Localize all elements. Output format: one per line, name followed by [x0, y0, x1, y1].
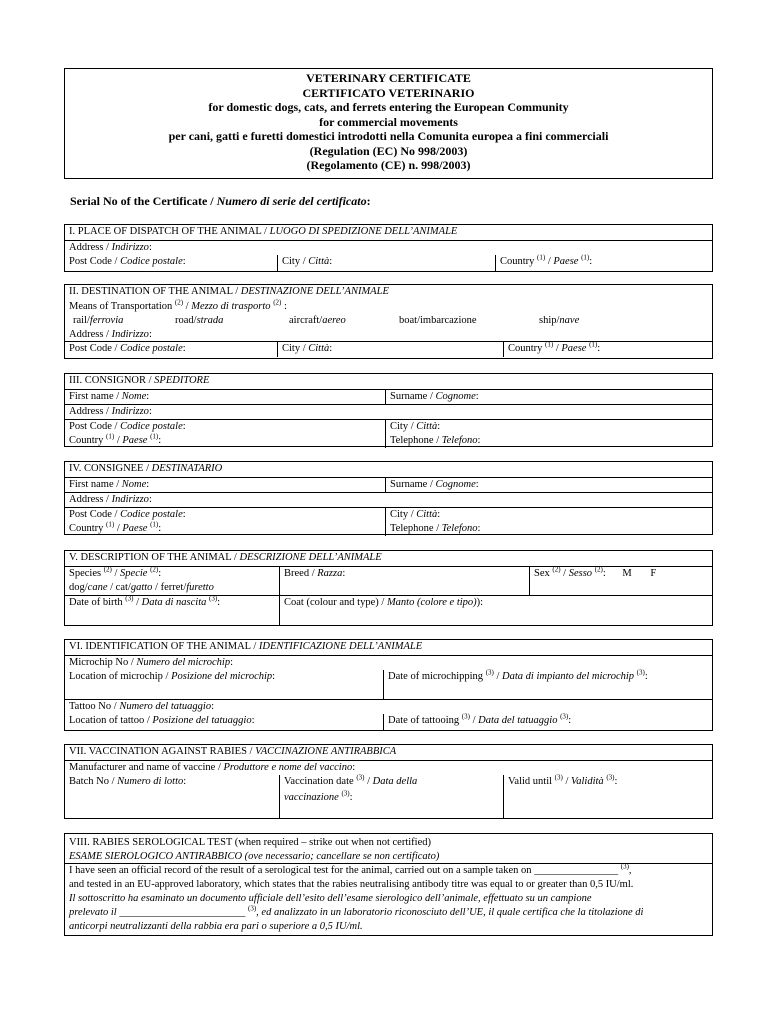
sex-field[interactable]: Sex $^{(2)}$ / Sesso $^{(2)}$: M F	[529, 567, 711, 595]
certificate-header	[64, 68, 713, 179]
section-serological-test	[64, 833, 713, 936]
tattoo-location-field[interactable]: Location of tattoo / Posizione del tatuaggio:	[69, 715, 255, 726]
breed-field[interactable]: Breed / Razza:	[279, 567, 529, 595]
section-2-title: II. DESTINATION OF THE ANIMAL / DESTINAZIONE DELL’ANIMALE	[69, 286, 389, 297]
serology-statement-en-2: and tested in an EU-approved laboratory, which states that the rabies neutralising antibody titre was equal to or greater than 0,5 IU/ml.	[69, 879, 634, 890]
vaccine-manufacturer-field[interactable]: Manufacturer and name of vaccine / Produttore e nome del vaccino:	[69, 762, 356, 773]
consignee-telephone-field[interactable]: Telephone / Telefono:	[390, 523, 481, 534]
species-cell	[65, 567, 279, 595]
section-1-title: I. PLACE OF DISPATCH OF THE ANIMAL / LUOGO DI SPEDIZIONE DELL’ANIMALE	[69, 226, 458, 237]
section-destination	[64, 284, 713, 359]
microchip-date-field[interactable]: Date of microchipping $^{(3)}$ / Data di impianto del microchip $^{(3)}$:	[383, 670, 711, 699]
consignee-firstname-field[interactable]: First name / Nome:	[69, 479, 150, 490]
species-label: Species $^{(2)}$ / Specie $^{(2)}$:	[69, 565, 162, 579]
transport-boat-option[interactable]: boat/imbarcazione	[399, 315, 477, 326]
transport-means-label: Means of Transportation $^{(2)}$ / Mezzo di trasporto $^{(2)}$ :	[69, 298, 287, 312]
section-animal-description	[64, 550, 713, 626]
section-3-title: III. CONSIGNOR / SPEDITORE	[69, 375, 210, 386]
destination-city-field[interactable]: City / Città:	[277, 342, 503, 357]
serology-statement-it-1: Il sottoscritto ha esaminato un documento ufficiale dell’esito dell’esame sierologico dell’animale, effettuato su un campione	[69, 893, 592, 904]
coat-field[interactable]: Coat (colour and type) / Manto (colore e tipo)):	[279, 596, 711, 626]
transport-rail-option[interactable]: rail/ferrovia	[73, 315, 124, 326]
regulation-en: (Regulation (EC) No 998/2003)	[309, 143, 468, 158]
consignor-left-cell	[65, 420, 385, 448]
destination-address-field[interactable]: Address / Indirizzo:	[69, 329, 152, 340]
tattoo-date-field[interactable]: Date of tattooing $^{(3)}$ / Data del tatuaggio $^{(3)}$:	[383, 714, 711, 730]
transport-air-option[interactable]: aircraft/aereo	[289, 315, 346, 326]
consignor-city-field[interactable]: City / Città:	[390, 421, 441, 432]
consignee-postcode-field[interactable]: Post Code / Codice postale:	[69, 509, 186, 520]
section-7-title: VII. VACCINATION AGAINST RABIES / VACCINAZIONE ANTIRABBICA	[69, 746, 397, 757]
tattoo-number-field[interactable]: Tattoo No / Numero del tatuaggio:	[69, 701, 215, 712]
consignor-country-field[interactable]: Country $^{(1)}$ / Paese $^{(1)}$:	[69, 432, 162, 446]
section-4-title: IV. CONSIGNEE / DESTINATARIO	[69, 463, 223, 474]
consignor-postcode-field[interactable]: Post Code / Codice postale:	[69, 421, 186, 432]
microchip-number-field[interactable]: Microchip No / Numero del microchip:	[69, 657, 234, 668]
destination-country-field[interactable]: Country $^{(1)}$ / Paese $^{(1)}$:	[503, 342, 711, 357]
dispatch-country-field[interactable]: Country $^{(1)}$ / Paese $^{(1)}$:	[495, 255, 711, 271]
section-rabies-vaccination	[64, 744, 713, 819]
title-en: VETERINARY CERTIFICATE	[306, 71, 471, 85]
consignee-city-field[interactable]: City / Città:	[390, 509, 441, 520]
section-8-title-it: ESAME SIEROLOGICO ANTIRABBICO (ove necessario; cancellare se non certificato)	[69, 851, 440, 862]
section-place-of-dispatch	[64, 224, 713, 272]
subtitle-en-2: for commercial movements	[319, 114, 458, 129]
valid-until-field[interactable]: Valid until $^{(3)}$ / Validità $^{(3)}$:	[503, 775, 711, 818]
dispatch-address-field[interactable]: Address / Indirizzo:	[69, 242, 152, 253]
vaccination-date-field[interactable]: Vaccination date $^{(3)}$ / Data della vaccinazione $^{(3)}$:	[279, 775, 503, 818]
dispatch-postcode-field[interactable]: Post Code / Codice postale:	[69, 256, 186, 267]
section-6-title: VI. IDENTIFICATION OF THE ANIMAL / IDENTIFICAZIONE DELL’ANIMALE	[69, 641, 423, 652]
consignee-country-field[interactable]: Country $^{(1)}$ / Paese $^{(1)}$:	[69, 520, 162, 534]
consignor-firstname-field[interactable]: First name / Nome:	[69, 391, 150, 402]
section-5-title: V. DESCRIPTION OF THE ANIMAL / DESCRIZIONE DELL’ANIMALE	[69, 552, 382, 563]
serology-statement-it-2: prelevato il ________________________ $^{(3)}$, ed analizzato in un laboratorio riconosciuto dell’UE, il quale certifica che la titolazione di	[69, 904, 644, 918]
serial-number-label: Serial No of the Certificate / Numero di serie del certificato:	[70, 194, 371, 208]
consignor-telephone-field[interactable]: Telephone / Telefono:	[390, 435, 481, 446]
destination-postcode-field[interactable]: Post Code / Codice postale:	[69, 343, 186, 354]
batch-number-field[interactable]: Batch No / Numero di lotto:	[69, 776, 187, 787]
dispatch-city-field[interactable]: City / Città:	[277, 255, 495, 271]
date-of-birth-field[interactable]: Date of birth $^{(3)}$ / Data di nascita $^{(3)}$:	[69, 594, 221, 608]
consignee-right-cell	[385, 508, 711, 536]
species-options[interactable]: dog/cane / cat/gatto / ferret/furetto	[69, 582, 214, 593]
section-consignee	[64, 461, 713, 535]
consignor-address-field[interactable]: Address / Indirizzo:	[69, 406, 152, 417]
serology-statement-it-3: anticorpi neutralizzanti della rabbia era pari o superiore a 0,5 IU/ml.	[69, 921, 363, 932]
consignee-surname-field[interactable]: Surname / Cognome:	[385, 478, 711, 492]
consignee-address-field[interactable]: Address / Indirizzo:	[69, 494, 152, 505]
transport-ship-option[interactable]: ship/nave	[539, 315, 580, 326]
section-8-title: VIII. RABIES SEROLOGICAL TEST (when required – strike out when not certified)	[69, 837, 431, 848]
transport-road-option[interactable]: road/strada	[175, 315, 224, 326]
subtitle-en: for domestic dogs, cats, and ferrets entering the European Community	[208, 100, 569, 114]
serology-statement-en-1: I have seen an official record of the result of a serological test for the animal, carried out on a sample taken on ________________ $^{(3)}$,	[69, 862, 632, 876]
sex-male-option[interactable]: M	[622, 568, 632, 579]
section-consignor	[64, 373, 713, 447]
subtitle-it: per cani, gatti e furetti domestici introdotti nella Comunita europea a fini commerciali	[168, 129, 609, 143]
microchip-location-field[interactable]: Location of microchip / Posizione del microchip:	[69, 671, 276, 682]
consignor-surname-field[interactable]: Surname / Cognome:	[385, 390, 711, 404]
consignor-right-cell	[385, 420, 711, 448]
title-it: CERTIFICATO VETERINARIO	[302, 85, 475, 100]
sex-female-option[interactable]: F	[650, 568, 657, 579]
section-animal-identification	[64, 639, 713, 731]
consignee-left-cell	[65, 508, 385, 536]
regulation-it: (Regolamento (CE) n. 998/2003)	[306, 158, 471, 172]
